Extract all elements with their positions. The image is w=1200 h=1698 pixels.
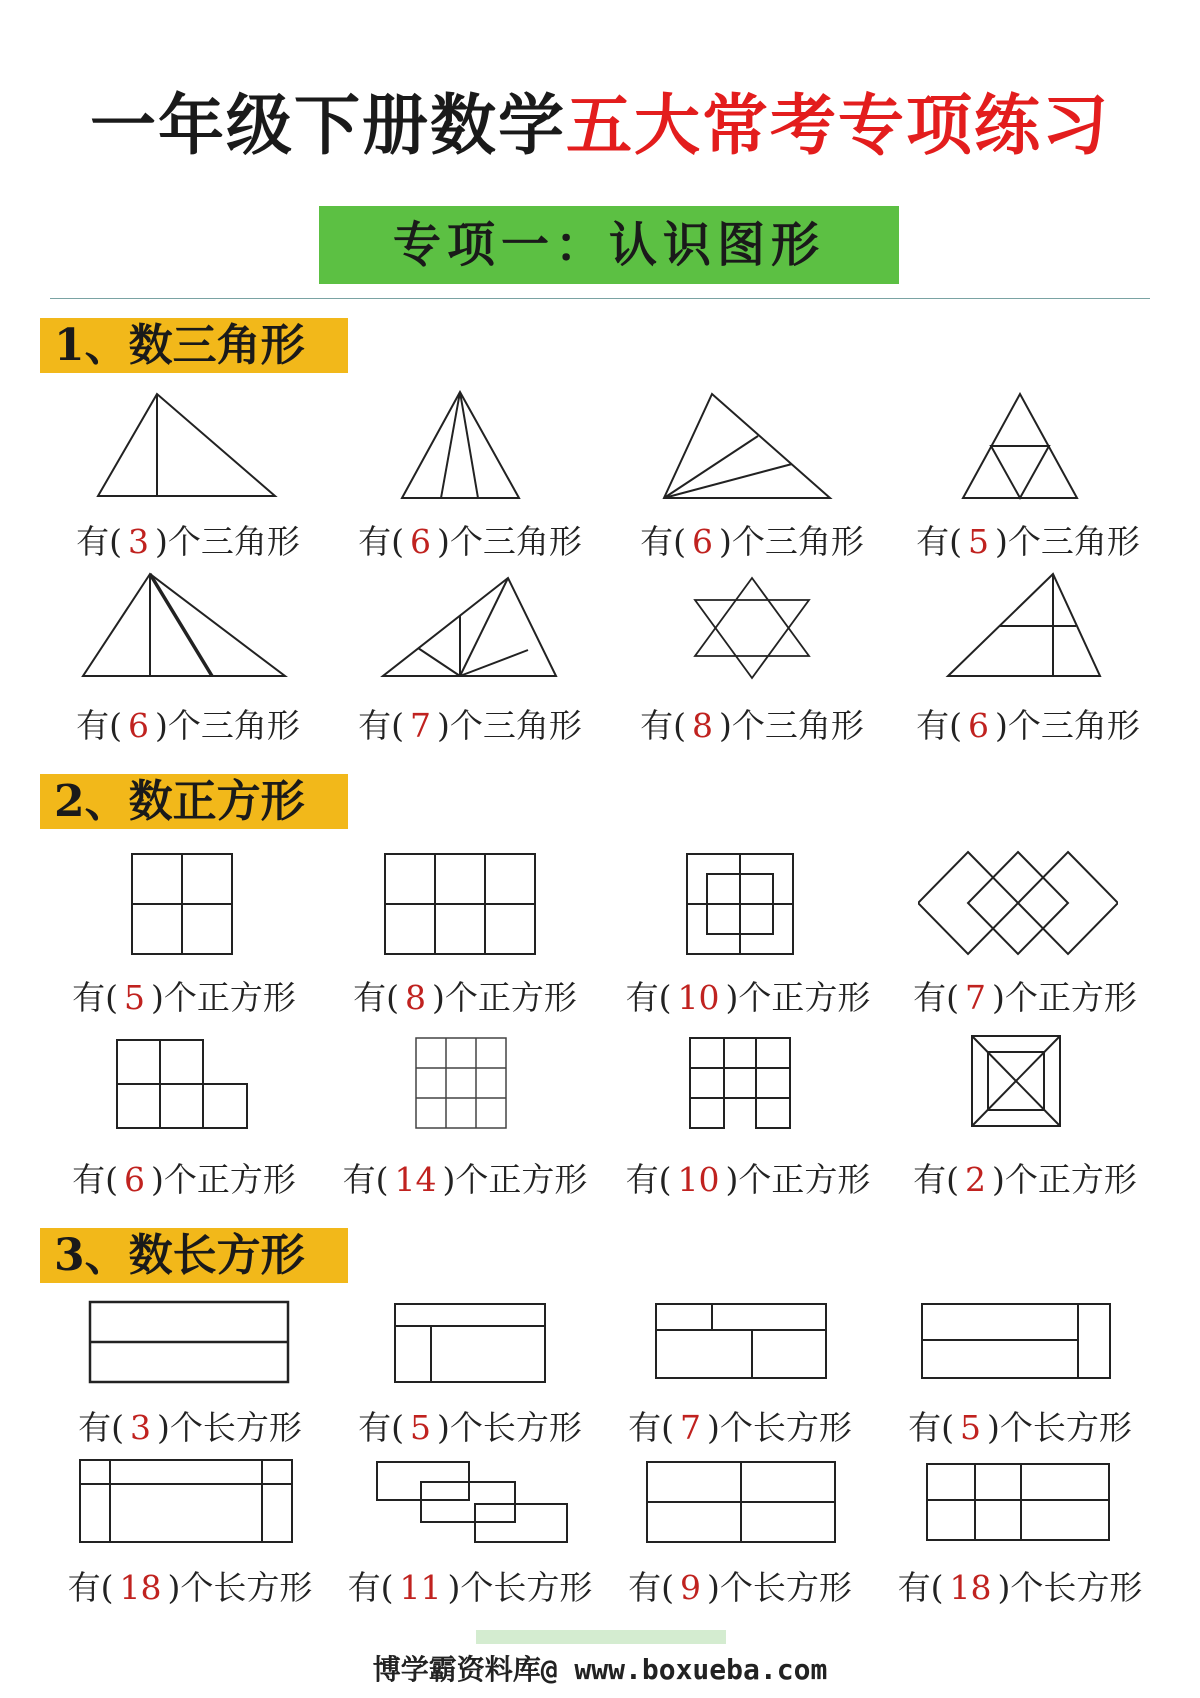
answer: 10: [677, 978, 720, 1017]
answer: 5: [968, 522, 989, 561]
answer: 3: [130, 1408, 151, 1447]
next-section-strip: [476, 1630, 726, 1644]
triangle-caption-2: 有( 6 )个三角形: [358, 522, 582, 561]
rectangle-caption-4: 有( 5 )个长方形: [908, 1408, 1132, 1447]
triangle-figure-7: [692, 576, 812, 680]
answer: 3: [128, 522, 149, 561]
rectangle-figure-6: [375, 1460, 569, 1544]
answer: 6: [124, 1160, 145, 1199]
section-heading-triangles: 1、数三角形: [40, 318, 348, 373]
answer: 6: [410, 522, 431, 561]
square-figure-3: [685, 852, 795, 956]
rectangle-caption-8: 有( 18 )个长方形: [897, 1568, 1143, 1607]
footer-url: @ www.boxueba.com: [540, 1653, 828, 1686]
triangle-caption-1: 有( 3 )个三角形: [76, 522, 300, 561]
page-title: [0, 72, 1200, 167]
square-figure-8: [970, 1034, 1062, 1128]
square-caption-2: 有( 8 )个正方形: [353, 978, 577, 1017]
square-caption-8: 有( 2 )个正方形: [913, 1160, 1137, 1199]
answer: 18: [949, 1568, 992, 1607]
rectangle-figure-3: [654, 1302, 828, 1380]
triangle-figure-4: [960, 392, 1080, 502]
triangle-figure-1: [95, 392, 280, 500]
rectangle-figure-4: [920, 1302, 1112, 1380]
triangle-caption-7: 有( 8 )个三角形: [640, 706, 864, 745]
title-red: 五大常考专项练习: [566, 87, 1110, 164]
rectangle-caption-3: 有( 7 )个长方形: [628, 1408, 852, 1447]
square-caption-4: 有( 7 )个正方形: [913, 978, 1137, 1017]
answer: 9: [680, 1568, 701, 1607]
square-caption-1: 有( 5 )个正方形: [72, 978, 296, 1017]
section-heading-rectangles: 3、数长方形: [40, 1228, 348, 1283]
rectangle-caption-7: 有( 9 )个长方形: [628, 1568, 852, 1607]
triangle-figure-5: [80, 572, 290, 680]
answer: 6: [128, 706, 149, 745]
rectangle-caption-5: 有( 18 )个长方形: [67, 1568, 313, 1607]
triangle-caption-8: 有( 6 )个三角形: [916, 706, 1140, 745]
rectangle-figure-5: [78, 1458, 294, 1544]
answer: 10: [677, 1160, 720, 1199]
rectangle-caption-2: 有( 5 )个长方形: [358, 1408, 582, 1447]
topic-banner: 专项一：认识图形: [319, 206, 899, 284]
square-figure-7: [688, 1036, 792, 1130]
footer-site-name: 博学霸资料库: [372, 1653, 541, 1686]
rectangle-caption-1: 有( 3 )个长方形: [78, 1408, 302, 1447]
answer: 5: [410, 1408, 431, 1447]
square-figure-6: [414, 1036, 508, 1130]
answer: 5: [124, 978, 145, 1017]
triangle-figure-8: [945, 572, 1105, 680]
divider: [50, 298, 1150, 299]
rectangle-figure-7: [645, 1460, 837, 1544]
answer: 7: [965, 978, 986, 1017]
square-caption-3: 有( 10 )个正方形: [625, 978, 871, 1017]
square-caption-7: 有( 10 )个正方形: [625, 1160, 871, 1199]
triangle-figure-3: [660, 392, 835, 502]
answer: 6: [692, 522, 713, 561]
title-black: 一年级下册数学: [90, 87, 566, 164]
square-caption-6: 有( 14 )个正方形: [342, 1160, 588, 1199]
triangle-caption-3: 有( 6 )个三角形: [640, 522, 864, 561]
answer: 8: [405, 978, 426, 1017]
rectangle-figure-8: [925, 1462, 1111, 1542]
section-heading-squares: 2、数正方形: [40, 774, 348, 829]
square-figure-2: [383, 852, 537, 956]
square-caption-5: 有( 6 )个正方形: [72, 1160, 296, 1199]
footer-watermark: [0, 1648, 1200, 1688]
rectangle-caption-6: 有( 11 )个长方形: [347, 1568, 593, 1607]
rectangle-figure-1: [88, 1300, 290, 1384]
triangle-caption-4: 有( 5 )个三角形: [916, 522, 1140, 561]
square-figure-5: [115, 1038, 249, 1130]
square-figure-4: [918, 848, 1118, 958]
answer: 11: [399, 1568, 442, 1607]
triangle-caption-6: 有( 7 )个三角形: [358, 706, 582, 745]
answer: 7: [410, 706, 431, 745]
answer: 18: [119, 1568, 162, 1607]
answer: 8: [692, 706, 713, 745]
answer: 5: [960, 1408, 981, 1447]
answer: 14: [394, 1160, 437, 1199]
answer: 7: [680, 1408, 701, 1447]
triangle-figure-2: [398, 390, 523, 502]
answer: 6: [968, 706, 989, 745]
triangle-caption-5: 有( 6 )个三角形: [76, 706, 300, 745]
triangle-figure-6: [380, 576, 560, 680]
rectangle-figure-2: [393, 1302, 547, 1384]
square-figure-1: [130, 852, 234, 956]
answer: 2: [965, 1160, 986, 1199]
